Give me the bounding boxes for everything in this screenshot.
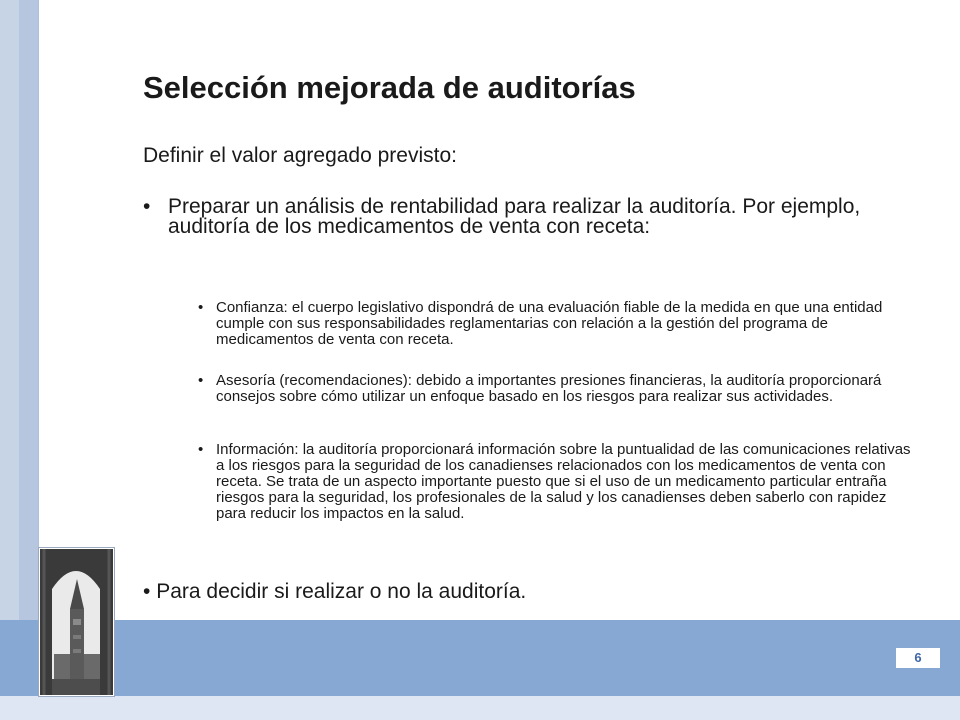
sub-bullet-dot: • [198, 372, 204, 389]
sub-bullet-text: Información: la auditoría proporcionará información sobre la puntualidad de las comunicaciones relativas a los riesgos para la seguridad de los canadienses relacionados con los medicamentos de venta con receta. Se trata de un aspecto importante puesto que si el uso de un medicamento particular entraña riesgos para la seguridad, los profesionales de la salud y los canadienses deben saberlo con rapidez para reducir los impactos en la salud. [216, 441, 911, 522]
sub-bullet-text: Asesoría (recomendaciones): debido a importantes presiones financieras, la auditoría proporcionará consejos sobre cómo utilizar un enfoque basado en los riesgos para realizar sus actividades. [216, 372, 882, 405]
bullet-1 [143, 197, 903, 237]
page-number: 6 [896, 648, 940, 668]
parliament-tower-photo [39, 548, 114, 696]
sub-bullet-text: Confianza: el cuerpo legislativo dispondrá de una evaluación fiable de la medida en que una entidad cumple con sus responsabilidades reglamentarias con relación a la gestión del programa de medicamentos de venta con receta. [216, 299, 883, 348]
parliament-tower-icon [40, 549, 113, 695]
sub-bullet-dot: • [198, 299, 204, 316]
sub-bullet-asesoria [198, 373, 913, 405]
bullet-dot: • [143, 580, 151, 603]
bullet-2 [143, 580, 526, 604]
bullet-2-text: Para decidir si realizar o no la auditoría. [156, 580, 527, 603]
sidebar-bar-inner [19, 0, 38, 720]
footer-band [0, 620, 960, 696]
sidebar-bar-outer [0, 0, 19, 720]
slide-title: Selección mejorada de auditorías [143, 70, 636, 105]
bullet-dot: • [143, 195, 151, 218]
sub-bullet-informacion [198, 442, 913, 522]
footer-strip [0, 696, 960, 720]
sub-bullet-confianza [198, 300, 913, 348]
slide-subtitle: Definir el valor agregado previsto: [143, 144, 457, 167]
sub-bullet-dot: • [198, 441, 204, 458]
bullet-1-text: Preparar un análisis de rentabilidad para realizar la auditoría. Por ejemplo, auditoría de los medicamentos de venta con receta: [168, 195, 861, 238]
